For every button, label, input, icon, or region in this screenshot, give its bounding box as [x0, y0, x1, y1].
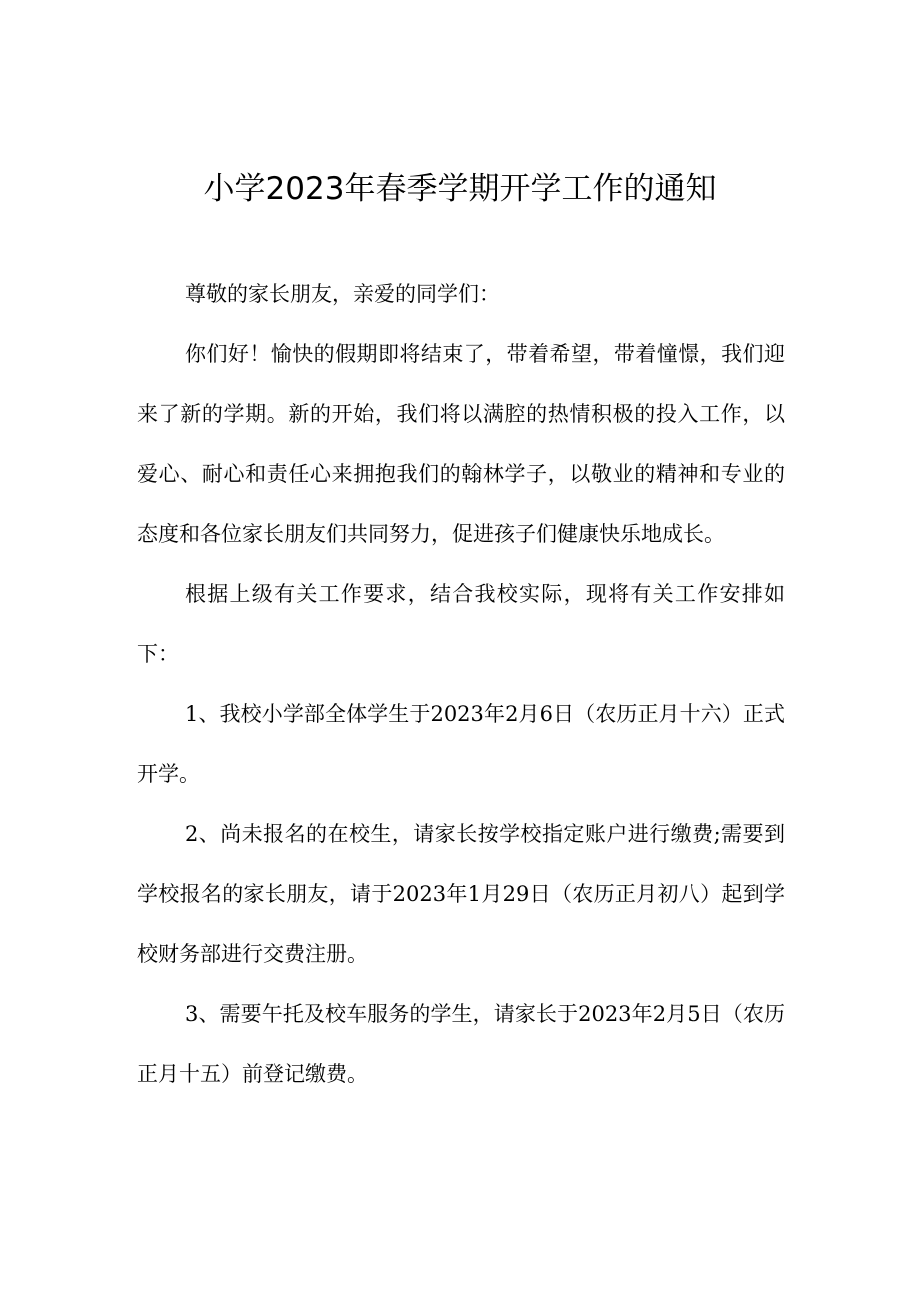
document-body	[137, 264, 785, 1104]
item-3-paragraph: 3、需要午托及校车服务的学生，请家长于2023年2月5日（农历正月十五）前登记缴费。	[137, 1002, 785, 1086]
item-2-paragraph: 2、尚未报名的在校生，请家长按学校指定账户进行缴费;需要到学校报名的家长朋友，请于2023年1月29日（农历正月初八）起到学校财务部进行交费注册。	[137, 822, 785, 966]
greeting-paragraph: 尊敬的家长朋友，亲爱的同学们：	[185, 282, 500, 306]
intro-paragraph: 你们好！愉快的假期即将结束了，带着希望，带着憧憬，我们迎来了新的学期。新的开始，我们将以满腔的热情积极的投入工作，以爱心、耐心和责任心来拥抱我们的翰林学子，以敬业的精神和专业的态度和各位家长朋友们共同努力，促进孩子们健康快乐地成长。	[137, 342, 785, 546]
item-1-paragraph: 1、我校小学部全体学生于2023年2月6日（农历正月十六）正式开学。	[137, 702, 785, 786]
document-title: 小学2023年春季学期开学工作的通知	[203, 171, 717, 207]
arrangement-paragraph: 根据上级有关工作要求，结合我校实际，现将有关工作安排如下：	[137, 582, 785, 666]
